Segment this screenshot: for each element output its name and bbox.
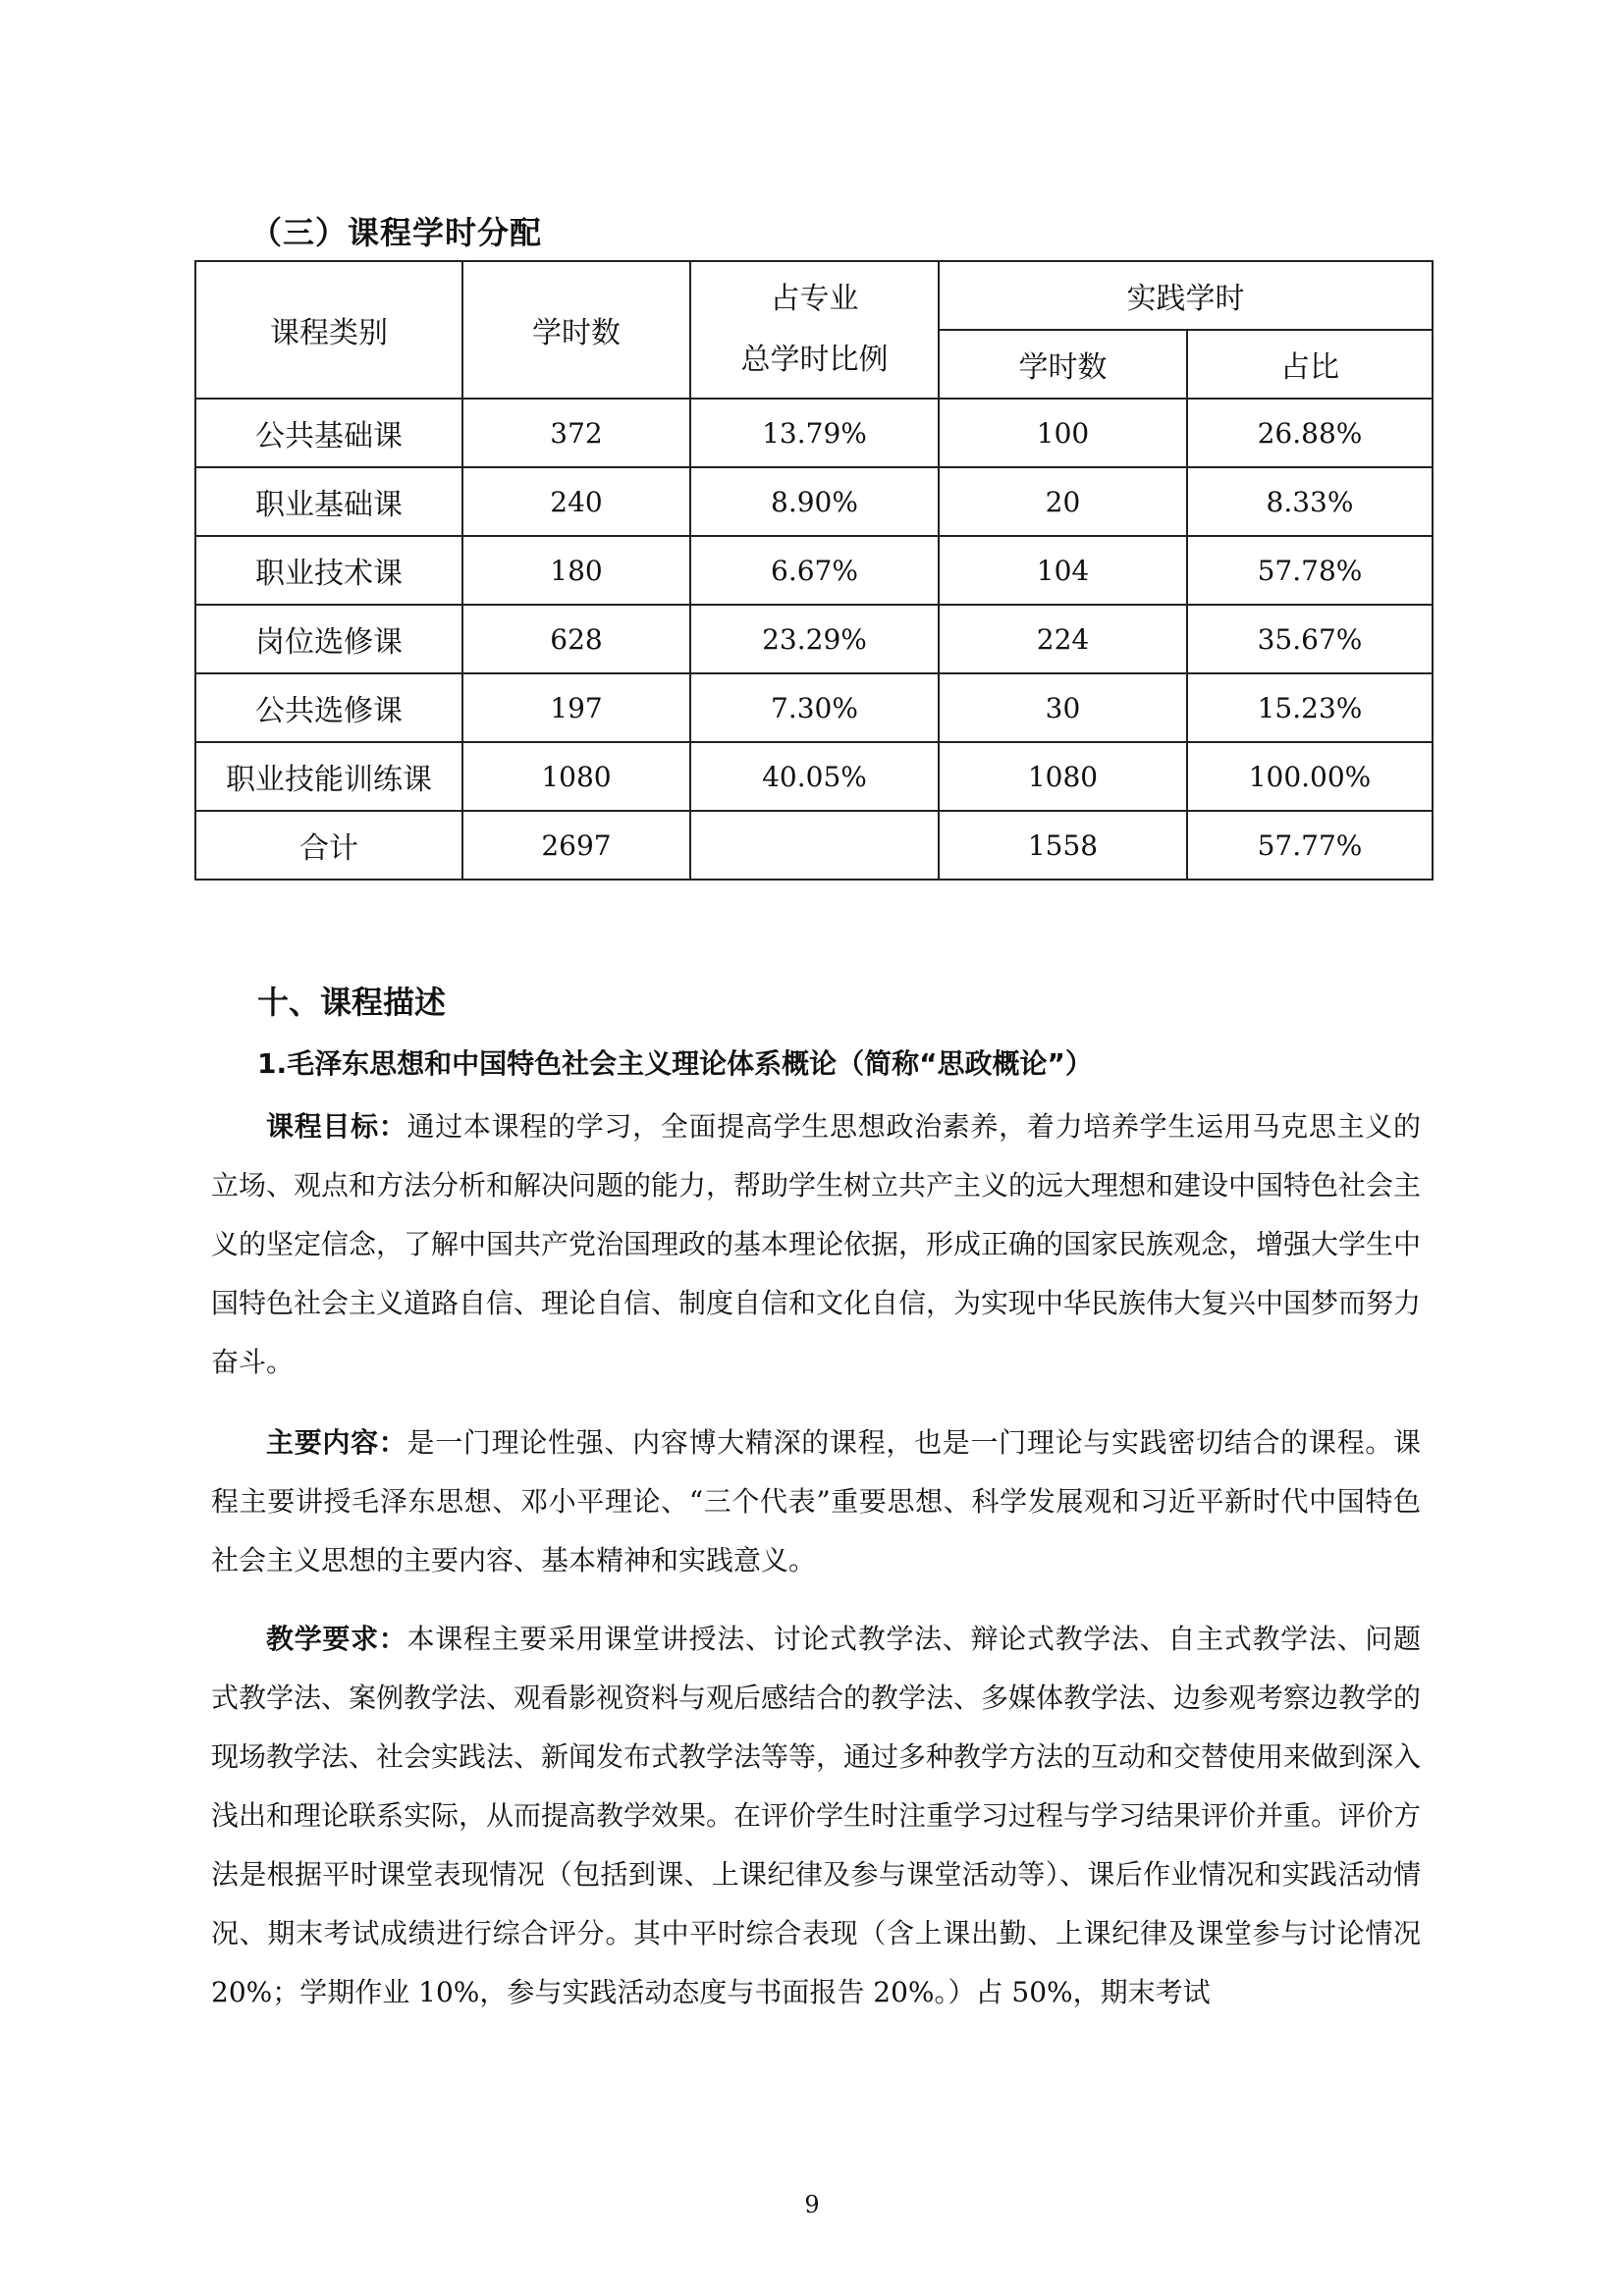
cell-ratio: 7.30% bbox=[690, 673, 939, 742]
section-title: （三）课程学时分配 bbox=[250, 214, 543, 251]
course-description-heading: 十、课程描述 bbox=[257, 984, 447, 1021]
goal-paragraph bbox=[211, 1097, 1421, 1392]
course-hours-table bbox=[194, 260, 1434, 881]
requirements-label: 教学要求： bbox=[266, 1623, 407, 1655]
cell-practice-hours: 224 bbox=[939, 605, 1187, 673]
goal-label: 课程目标： bbox=[266, 1110, 407, 1143]
cell-hours: 372 bbox=[462, 399, 690, 467]
cell-practice-hours: 1080 bbox=[939, 742, 1187, 811]
cell-ratio: 6.67% bbox=[690, 536, 939, 605]
header-practice: 实践学时 bbox=[939, 261, 1433, 330]
table-row bbox=[195, 605, 1433, 673]
content-text: 是一门理论性强、内容博大精深的课程，也是一门理论与实践密切结合的课程。课程主要讲授毛泽东思想、邓小平理论、“三个代表”重要思想、科学发展观和习近平新时代中国特色社会主义思想的主要内容、基本精神和实践意义。 bbox=[211, 1426, 1421, 1576]
cell-hours: 240 bbox=[462, 467, 690, 536]
cell-category: 公共基础课 bbox=[195, 399, 462, 467]
header-ratio-line1: 占专业 bbox=[770, 282, 859, 316]
course-subheading: 1.毛泽东思想和中国特色社会主义理论体系概论（简称“思政概论”） bbox=[257, 1047, 1093, 1080]
table-row bbox=[195, 536, 1433, 605]
cell-practice-ratio: 35.67% bbox=[1187, 605, 1433, 673]
table-row bbox=[195, 467, 1433, 536]
table-row bbox=[195, 673, 1433, 742]
page-number: 9 bbox=[804, 2191, 820, 2218]
table-row bbox=[195, 742, 1433, 811]
cell-category: 职业技术课 bbox=[195, 536, 462, 605]
cell-practice-hours: 30 bbox=[939, 673, 1187, 742]
cell-hours: 197 bbox=[462, 673, 690, 742]
cell-practice-ratio: 26.88% bbox=[1187, 399, 1433, 467]
cell-category: 职业基础课 bbox=[195, 467, 462, 536]
content-paragraph bbox=[211, 1414, 1421, 1590]
requirements-paragraph bbox=[211, 1610, 1421, 2022]
cell-ratio bbox=[690, 811, 939, 880]
cell-category: 职业技能训练课 bbox=[195, 742, 462, 811]
cell-practice-ratio: 8.33% bbox=[1187, 467, 1433, 536]
cell-ratio: 8.90% bbox=[690, 467, 939, 536]
header-hours: 学时数 bbox=[462, 261, 690, 399]
table-row-total bbox=[195, 811, 1433, 880]
cell-category: 岗位选修课 bbox=[195, 605, 462, 673]
header-category: 课程类别 bbox=[195, 261, 462, 399]
cell-practice-ratio: 100.00% bbox=[1187, 742, 1433, 811]
cell-practice-hours: 104 bbox=[939, 536, 1187, 605]
content-label: 主要内容： bbox=[266, 1426, 407, 1459]
goal-text: 通过本课程的学习，全面提高学生思想政治素养，着力培养学生运用马克思主义的立场、观点和方法分析和解决问题的能力，帮助学生树立共产主义的远大理想和建设中国特色社会主义的坚定信念，了解中国共产党治国理政的基本理论依据，形成正确的国家民族观念，增强大学生中国特色社会主义道路自信、理论自信、制度自信和文化自信，为实现中华民族伟大复兴中国梦而努力奋斗。 bbox=[211, 1110, 1422, 1378]
cell-ratio: 40.05% bbox=[690, 742, 939, 811]
cell-hours: 628 bbox=[462, 605, 690, 673]
cell-practice-hours: 1558 bbox=[939, 811, 1187, 880]
cell-practice-hours: 100 bbox=[939, 399, 1187, 467]
cell-practice-ratio: 15.23% bbox=[1187, 673, 1433, 742]
cell-ratio: 23.29% bbox=[690, 605, 939, 673]
header-ratio bbox=[690, 261, 939, 399]
cell-practice-ratio: 57.78% bbox=[1187, 536, 1433, 605]
header-ratio-line2: 总学时比例 bbox=[740, 343, 889, 377]
header-practice-hours: 学时数 bbox=[939, 330, 1187, 399]
cell-hours: 2697 bbox=[462, 811, 690, 880]
cell-practice-hours: 20 bbox=[939, 467, 1187, 536]
cell-hours: 1080 bbox=[462, 742, 690, 811]
header-practice-ratio: 占比 bbox=[1187, 330, 1433, 399]
requirements-text: 本课程主要采用课堂讲授法、讨论式教学法、辩论式教学法、自主式教学法、问题式教学法、案例教学法、观看影视资料与观后感结合的教学法、多媒体教学法、边参观考察边教学的现场教学法、社会实践法、新闻发布式教学法等等，通过多种教学方法的互动和交替使用来做到深入浅出和理论联系实际，从而提高教学效果。在评价学生时注重学习过程与学习结果评价并重。评价方法是根据平时课堂表现情况（包括到课、上课纪律及参与课堂活动等）、课后作业情况和实践活动情况、期末考试成绩进行综合评分。其中平时综合表现（含上课出勤、上课纪律及课堂参与讨论情况 20%；学期作业 10%，参与实践活动态度与书面报告 20%。）占 50%，期末考试 bbox=[211, 1623, 1422, 2008]
cell-hours: 180 bbox=[462, 536, 690, 605]
cell-practice-ratio: 57.77% bbox=[1187, 811, 1433, 880]
table-row bbox=[195, 399, 1433, 467]
cell-category: 合计 bbox=[195, 811, 462, 880]
cell-ratio: 13.79% bbox=[690, 399, 939, 467]
cell-category: 公共选修课 bbox=[195, 673, 462, 742]
